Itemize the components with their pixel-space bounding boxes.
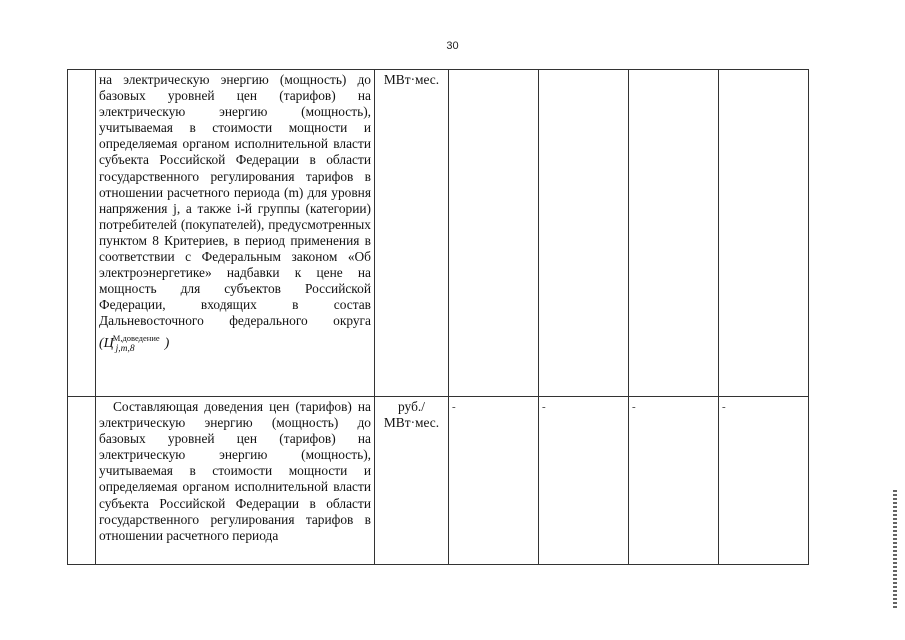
unit-cell — [375, 397, 449, 565]
unit-text — [375, 397, 448, 431]
formula-close-paren: ) — [164, 335, 170, 351]
value-text: - — [632, 401, 636, 413]
page-number: 30 — [446, 40, 459, 52]
value-text: - — [542, 401, 546, 413]
unit-text: МВт·мес. — [383, 72, 440, 87]
table-row — [68, 70, 809, 397]
row-number-cell — [68, 70, 96, 397]
tariff-table-container — [67, 69, 809, 565]
description-body: на электрическую энергию (мощность) до базовых уровней цен (тарифов) на электрическую энергию (мощность), учитываемая в стоимости мощности и определяемая органом исполнительной власти субъекта Российской Федерации в области государственного регулирования тарифов в отношении расчетного периода (m) для уровня напряжения j, а также i-й группы (категории) потребителей (покупателей), предусмотренных пунктом 8 Критериев, в период применения в соответствии с Федеральным законом «Об электроэнергетике» надбавки к цене на мощность для субъектов Российской Федерации, входящих в состав Дальневосточного федерального округа — [99, 72, 371, 329]
value-cell — [449, 70, 539, 397]
value-text — [719, 70, 808, 73]
value-text — [449, 70, 538, 73]
description-cell — [96, 70, 375, 397]
description-cell — [96, 397, 375, 565]
formula-subscript: j,m,8 — [115, 343, 135, 354]
tariff-table — [67, 69, 809, 565]
value-cell — [539, 397, 629, 565]
price-formula — [99, 332, 170, 354]
formula-open-paren: ( — [99, 335, 104, 351]
value-cell — [629, 397, 719, 565]
value-cell — [539, 70, 629, 397]
description-text — [96, 70, 374, 357]
scan-edge-mark — [893, 490, 897, 610]
value-cell — [629, 70, 719, 397]
description-text — [96, 397, 374, 544]
row-number-cell — [68, 397, 96, 565]
value-text: - — [452, 401, 456, 413]
unit-cell — [375, 70, 449, 397]
description-body: Составляющая доведения цен (тарифов) на электрическую энергию (мощность) до базовых уровней цен (тарифов) на электрическую энергию (мощность), учитываемая в стоимости мощности и определяемая органом исполнительной власти субъекта Российской Федерации в области государственного регулирования тарифов в отношении расчетного периода — [99, 399, 371, 543]
formula-superscript: М,доведение — [112, 332, 160, 343]
value-cell — [449, 397, 539, 565]
value-text — [539, 70, 628, 73]
value-text: - — [722, 401, 726, 413]
formula-base-symbol: Ц — [103, 335, 114, 351]
value-text — [629, 70, 718, 73]
unit-line-1: руб./ — [398, 399, 425, 414]
value-cell — [719, 70, 809, 397]
table-row — [68, 397, 809, 565]
unit-line-2: МВт·мес. — [383, 415, 440, 430]
value-cell — [719, 397, 809, 565]
